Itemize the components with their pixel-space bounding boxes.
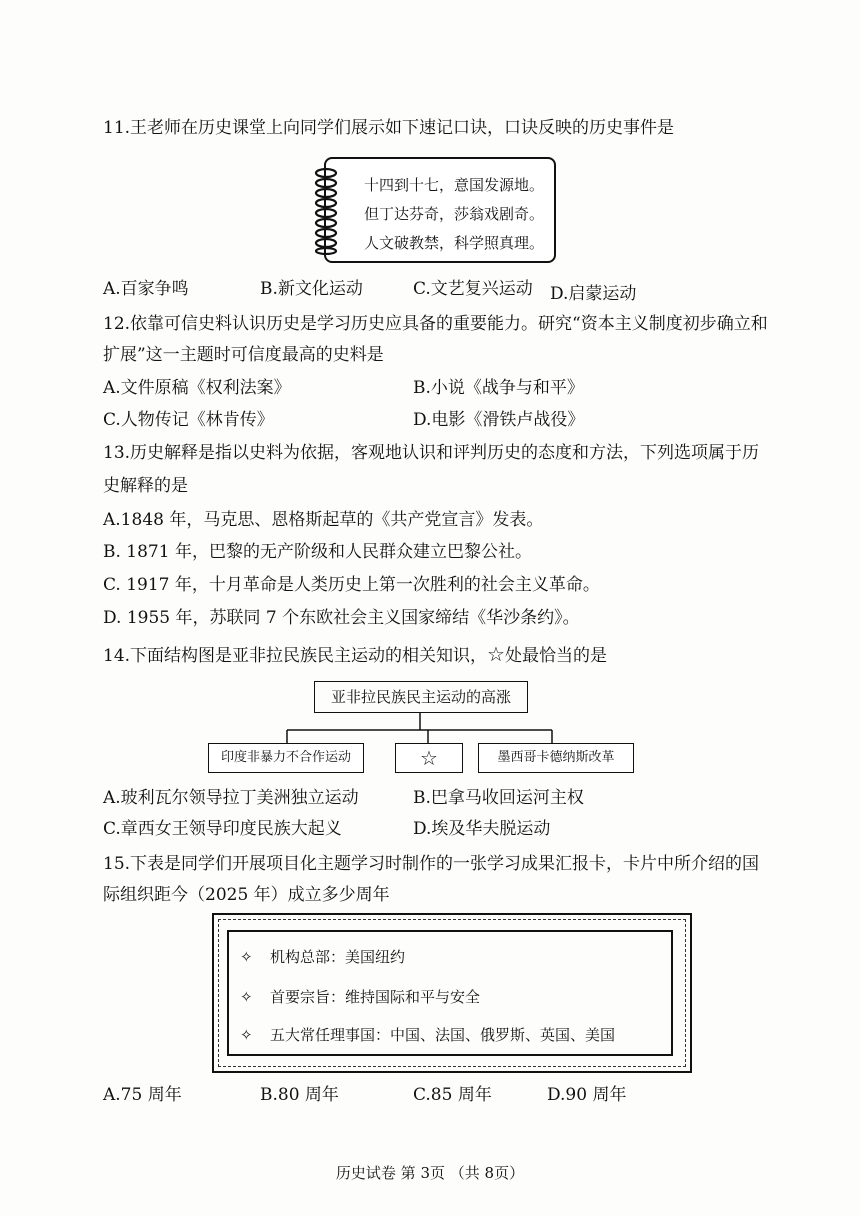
q13-option-d[interactable]: D. 1955 年，苏联同 7 个东欧社会主义国家缔结《华沙条约》。 (103, 608, 580, 628)
card-item-text: 机构总部：美国纽约 (270, 948, 406, 966)
q15-option-b[interactable]: B.80 周年 (260, 1085, 339, 1105)
diagram-left-box: 印度非暴力不合作运动 (208, 743, 364, 773)
card-item (240, 1024, 615, 1045)
q15-option-c[interactable]: C.85 周年 (413, 1085, 492, 1105)
sparkle-icon: ✧ (240, 948, 253, 966)
q13-option-a[interactable]: A.1848 年，马克思、恩格斯起草的《共产党宣言》发表。 (103, 510, 544, 530)
q11-option-d[interactable]: D.启蒙运动 (550, 284, 637, 304)
q14-stem-before: 14.下面结构图是亚非拉民族民主运动的相关知识， (103, 646, 488, 666)
q12-option-d[interactable]: D.电影《滑铁卢战役》 (413, 410, 585, 430)
diagram-star-box: ☆ (395, 743, 463, 773)
star-icon: ☆ (487, 642, 505, 666)
q14-option-c[interactable]: C.章西女王领导印度民族大起义 (103, 819, 342, 839)
diagram-top-box: 亚非拉民族民主运动的高涨 (314, 681, 528, 713)
q11-option-a[interactable]: A.百家争鸣 (103, 279, 189, 299)
q12-stem-line2: 扩展”这一主题时可信度最高的史料是 (103, 345, 384, 365)
q12-option-a[interactable]: A.文件原稿《权利法案》 (103, 378, 291, 398)
q15-option-a[interactable]: A.75 周年 (103, 1085, 182, 1105)
card-item (240, 946, 405, 967)
q14-option-d[interactable]: D.埃及华夫脱运动 (413, 819, 551, 839)
q15-stem-line1: 15.下表是同学们开展项目化主题学习时制作的一张学习成果汇报卡，卡片中所介绍的国 (103, 854, 760, 874)
q14-stem-after: 处最恰当的是 (504, 646, 607, 666)
q12-option-c[interactable]: C.人物传记《林肯传》 (103, 410, 274, 430)
q15-stem-line2: 际组织距今（2025 年）成立多少周年 (103, 885, 390, 905)
q14-option-b[interactable]: B.巴拿马收回运河主权 (413, 788, 584, 808)
poem-line: 但丁达芬奇，莎翁戏剧奇。 (364, 205, 545, 223)
card-item-text: 首要宗旨：维持国际和平与安全 (270, 988, 481, 1006)
diagram-right-box: 墨西哥卡德纳斯改革 (478, 743, 634, 773)
q13-option-b[interactable]: B. 1871 年，巴黎的无产阶级和人民群众建立巴黎公社。 (103, 542, 532, 562)
sparkle-icon: ✧ (240, 988, 253, 1006)
q12-option-b[interactable]: B.小说《战争与和平》 (413, 378, 584, 398)
card-item (240, 986, 480, 1007)
sparkle-icon: ✧ (240, 1026, 253, 1044)
q13-option-c[interactable]: C. 1917 年，十月革命是人类历史上第一次胜利的社会主义革命。 (103, 575, 600, 595)
q12-stem-line1: 12.依靠可信史料认识历史是学习历史应具备的重要能力。研究“资本主义制度初步确立和 (103, 314, 768, 334)
q15-option-d[interactable]: D.90 周年 (547, 1085, 627, 1105)
q13-stem-line1: 13.历史解释是指以史料为依据，客观地认识和评判历史的态度和方法，下列选项属于历 (103, 443, 760, 463)
q11-stem: 11.王老师在历史课堂上向同学们展示如下速记口诀，口诀反映的历史事件是 (103, 118, 675, 138)
page-footer: 历史试卷 第 3页 （共 8页） (335, 1164, 525, 1182)
card-item-text: 五大常任理事国：中国、法国、俄罗斯、英国、美国 (270, 1026, 616, 1044)
q11-option-c[interactable]: C.文艺复兴运动 (413, 279, 533, 299)
q11-option-b[interactable]: B.新文化运动 (260, 279, 363, 299)
q14-option-a[interactable]: A.玻利瓦尔领导拉丁美洲独立运动 (103, 788, 359, 808)
poem-line: 人文破教禁，科学照真理。 (364, 234, 545, 252)
q13-stem-line2: 史解释的是 (103, 476, 188, 496)
poem-line: 十四到十七，意国发源地。 (364, 176, 545, 194)
